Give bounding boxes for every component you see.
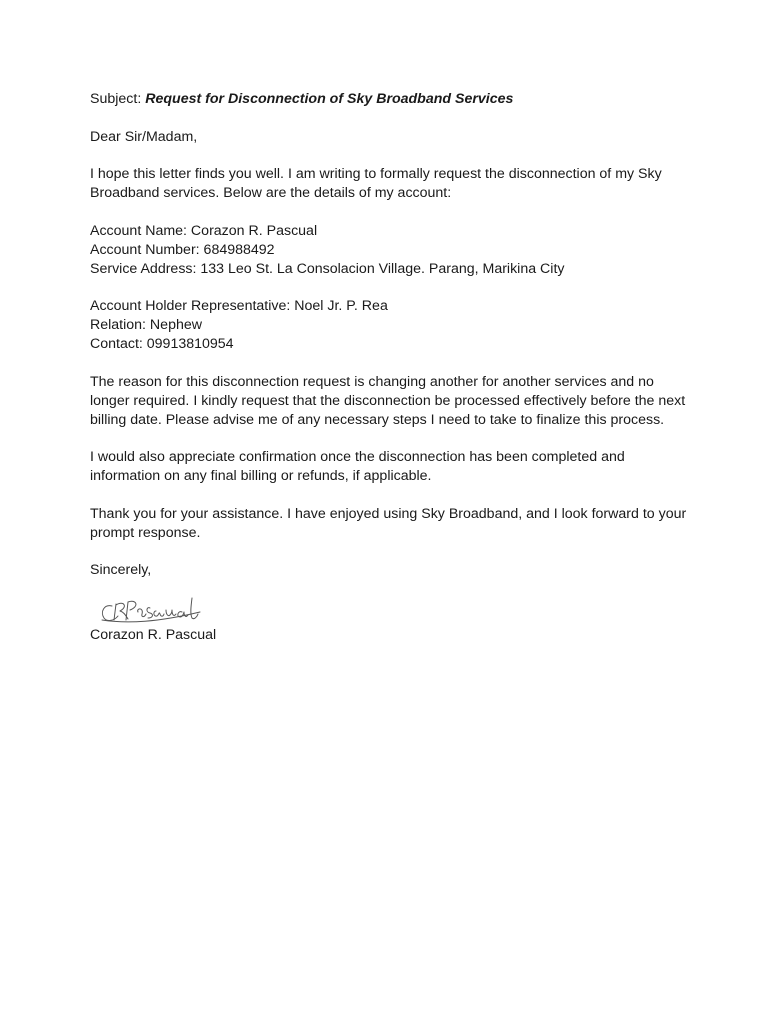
representative-contact: Contact: 09913810954	[90, 336, 234, 352]
confirmation-paragraph	[90, 448, 690, 486]
service-address: Service Address: 133 Leo St. La Consolacion Village. Parang, Marikina City	[90, 260, 565, 277]
representative-details	[90, 297, 690, 354]
signer-name: Corazon R. Pascual	[90, 627, 217, 643]
account-name: Account Name: Corazon R. Pascual	[90, 222, 318, 239]
confirmation-line: information on any final billing or refunds, if applicable.	[90, 468, 432, 484]
reason-line: The reason for this disconnection request is changing another for another services and no	[90, 373, 654, 390]
thanks-paragraph	[90, 505, 690, 543]
reason-line: longer required. I kindly request that the disconnection be processed effectively before the next	[90, 392, 686, 409]
closing-text: Sincerely,	[90, 562, 152, 578]
account-number: Account Number: 684988492	[90, 241, 275, 258]
closing	[90, 561, 690, 580]
signature-icon	[98, 590, 208, 630]
reason-paragraph	[90, 373, 690, 430]
reason-line: billing date. Please advise me of any necessary steps I need to take to finalize this process.	[90, 411, 665, 428]
confirmation-line: I would also appreciate confirmation once the disconnection has been completed and	[90, 449, 625, 465]
subject-line	[90, 90, 690, 109]
thanks-line: Thank you for your assistance. I have enjoyed using Sky Broadband, and I look forward to your	[90, 505, 687, 522]
handwritten-signature	[90, 588, 220, 632]
intro-line: Broadband services. Below are the details of my account:	[90, 185, 452, 201]
subject-title: Request for Disconnection of Sky Broadband Services	[145, 91, 514, 107]
thanks-line: prompt response.	[90, 524, 201, 541]
representative-relation: Relation: Nephew	[90, 317, 202, 333]
account-details	[90, 222, 690, 279]
salutation	[90, 128, 690, 147]
intro-paragraph	[90, 165, 690, 203]
intro-line: I hope this letter finds you well. I am writing to formally request the disconnection of my Sky	[90, 166, 662, 182]
salutation-text: Dear Sir/Madam,	[90, 128, 198, 145]
subject-label: Subject:	[90, 91, 142, 107]
letter-body	[90, 90, 690, 645]
representative-name: Account Holder Representative: Noel Jr. P. Rea	[90, 298, 388, 314]
